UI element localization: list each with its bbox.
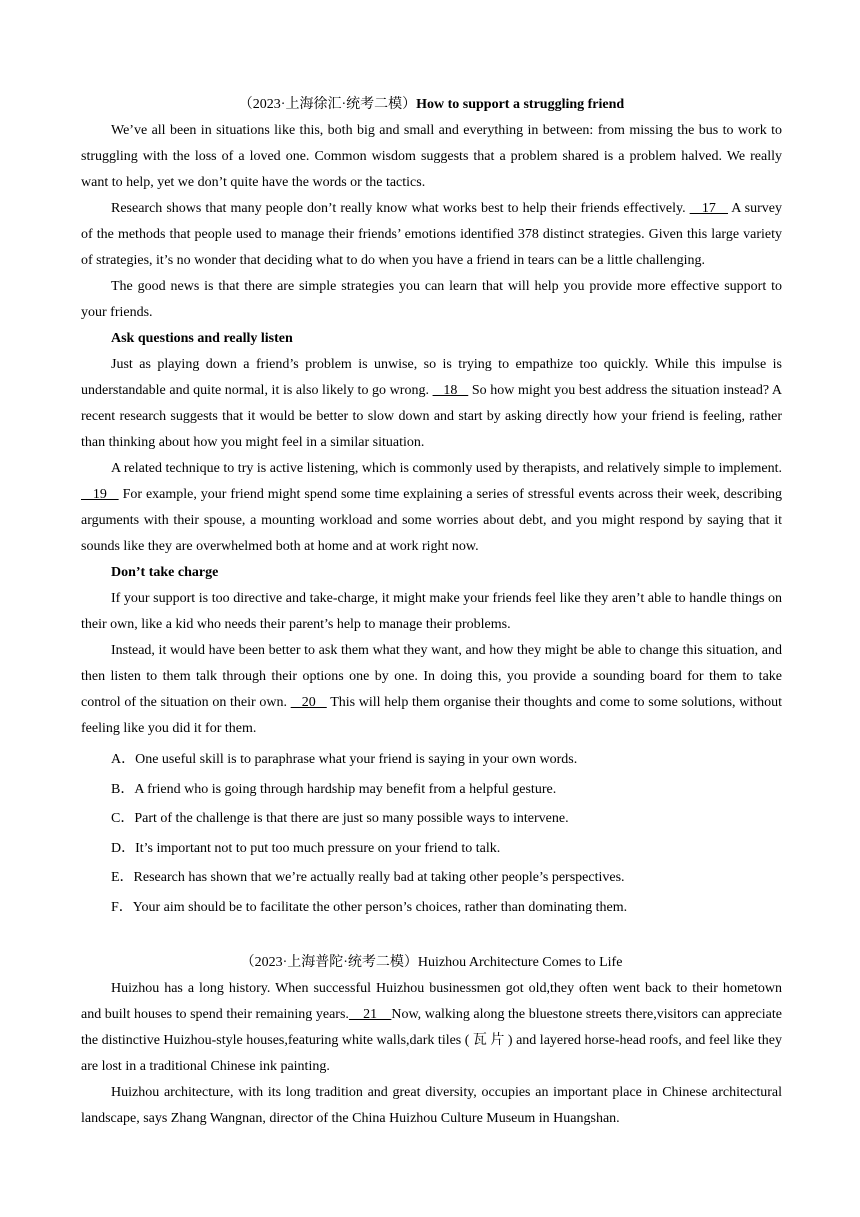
section-heading-ask-questions: Ask questions and really listen — [111, 331, 293, 346]
blank-17[interactable]: 17 — [689, 201, 728, 216]
blank-18[interactable]: 18 — [432, 383, 469, 398]
blank-21[interactable]: 21 — [348, 1007, 392, 1022]
blank-20[interactable]: 20 — [290, 695, 327, 710]
passage2-title-line — [81, 950, 782, 976]
document-page — [81, 92, 782, 1132]
paragraph-text: A survey of the methods that people used to manage their friends’ emotions identified 378 distinct strategies. Given this large variety of strategies, it’s no wonder that deciding what to do when you have a friend in tears can be a little challenging. — [81, 201, 783, 268]
paragraph-text: Just as playing down a friend’s problem is unwise, so is trying to empathize too quickly. While this impulse is understandable and quite normal, it is also likely to go wrong. — [81, 357, 782, 398]
passage1-source: （2023·上海徐汇·统考二模） — [238, 97, 417, 112]
paragraph-text: Now, walking along the bluestone streets there,visitors can appreciate the distinctive Huizhou-style houses,featuring white walls,dark tiles ( 瓦 片 ) and layered horse-head roofs, and feel like they are lost in a traditional Chinese ink painting. — [81, 1007, 782, 1074]
passage1-paragraph-7 — [81, 638, 782, 742]
option-a[interactable]: A．One useful skill is to paraphrase what your friend is saying in your own words. — [111, 752, 578, 767]
passage1-title: How to support a struggling friend — [416, 97, 625, 112]
option-e[interactable]: E．Research has shown that we’re actually really bad at taking other people’s perspectives. — [111, 870, 625, 885]
passage1-paragraph-1: We’ve all been in situations like this, both big and small and everything in between: from missing the bus to work to struggling with the loss of a loved one. Common wisdom suggests that a problem shared is a problem halved. We really want to help, yet we don’t quite have the words or the tactics. — [81, 123, 782, 190]
paragraph-text: A related technique to try is active listening, which is commonly used by therapists, and relatively simple to implement. — [111, 461, 782, 476]
passage1-title-line — [81, 92, 782, 118]
paragraph-text: For example, your friend might spend some time explaining a series of stressful events across their week, describing arguments with their spouse, a mounting workload and some worries about debt, and you might respond by saying that it sounds like they are overwhelmed both at home and at work right now. — [81, 487, 782, 554]
paragraph-text: Huizhou has a long history. When successful Huizhou businessmen got old,they often went back to their hometown and built houses to spend their remaining years. — [81, 981, 782, 1022]
passage2-title: Huizhou Architecture Comes to Life — [417, 955, 623, 970]
paragraph-text: This will help them organise their thoughts and come to some solutions, without feeling like you did it for them. — [81, 695, 782, 736]
blank-19[interactable]: 19 — [81, 487, 119, 502]
option-d[interactable]: D．It’s important not to put too much pressure on your friend to talk. — [111, 840, 501, 856]
passage1-paragraph-6: If your support is too directive and take-charge, it might make your friends feel like they aren’t able to handle things on their own, like a kid who needs their parent’s help to manage their problems. — [81, 591, 782, 632]
option-f[interactable]: F．Your aim should be to facilitate the other person’s choices, rather than dominating them. — [111, 899, 628, 915]
option-b[interactable]: B．A friend who is going through hardship may benefit from a helpful gesture. — [111, 781, 557, 797]
passage1-paragraph-5 — [81, 456, 782, 560]
passage2-paragraph-1 — [81, 976, 782, 1080]
section-heading-dont-take-charge: Don’t take charge — [111, 565, 219, 580]
paragraph-text: Instead, it would have been better to ask them what they want, and how they might be able to change this situation, and then listen to them talk through their options one by one. In doing this, you provide a sounding board for them to take control of the situation on their own. — [81, 643, 782, 710]
passage1-paragraph-4 — [81, 352, 782, 456]
passage1-paragraph-2 — [81, 196, 782, 274]
passage2-source: （2023·上海普陀·统考二模） — [240, 955, 418, 970]
paragraph-text: So how might you best address the situation instead? A recent research suggests that it would be better to slow down and start by asking directly how your friend is feeling, rather than thinking about how you might feel in a similar situation. — [81, 383, 783, 450]
paragraph-text: Research shows that many people don’t really know what works best to help their friends effectively. — [111, 201, 690, 216]
passage2-paragraph-2: Huizhou architecture, with its long tradition and great diversity, occupies an important place in Chinese architectural landscape, says Zhang Wangnan, director of the China Huizhou Culture Museum in Huangshan. — [81, 1085, 782, 1126]
passage1-paragraph-3: The good news is that there are simple strategies you can learn that will help you provide more effective support to your friends. — [81, 279, 782, 320]
section-gap — [81, 922, 782, 950]
option-c[interactable]: C．Part of the challenge is that there are just so many possible ways to intervene. — [111, 811, 569, 826]
answer-options — [81, 745, 782, 922]
